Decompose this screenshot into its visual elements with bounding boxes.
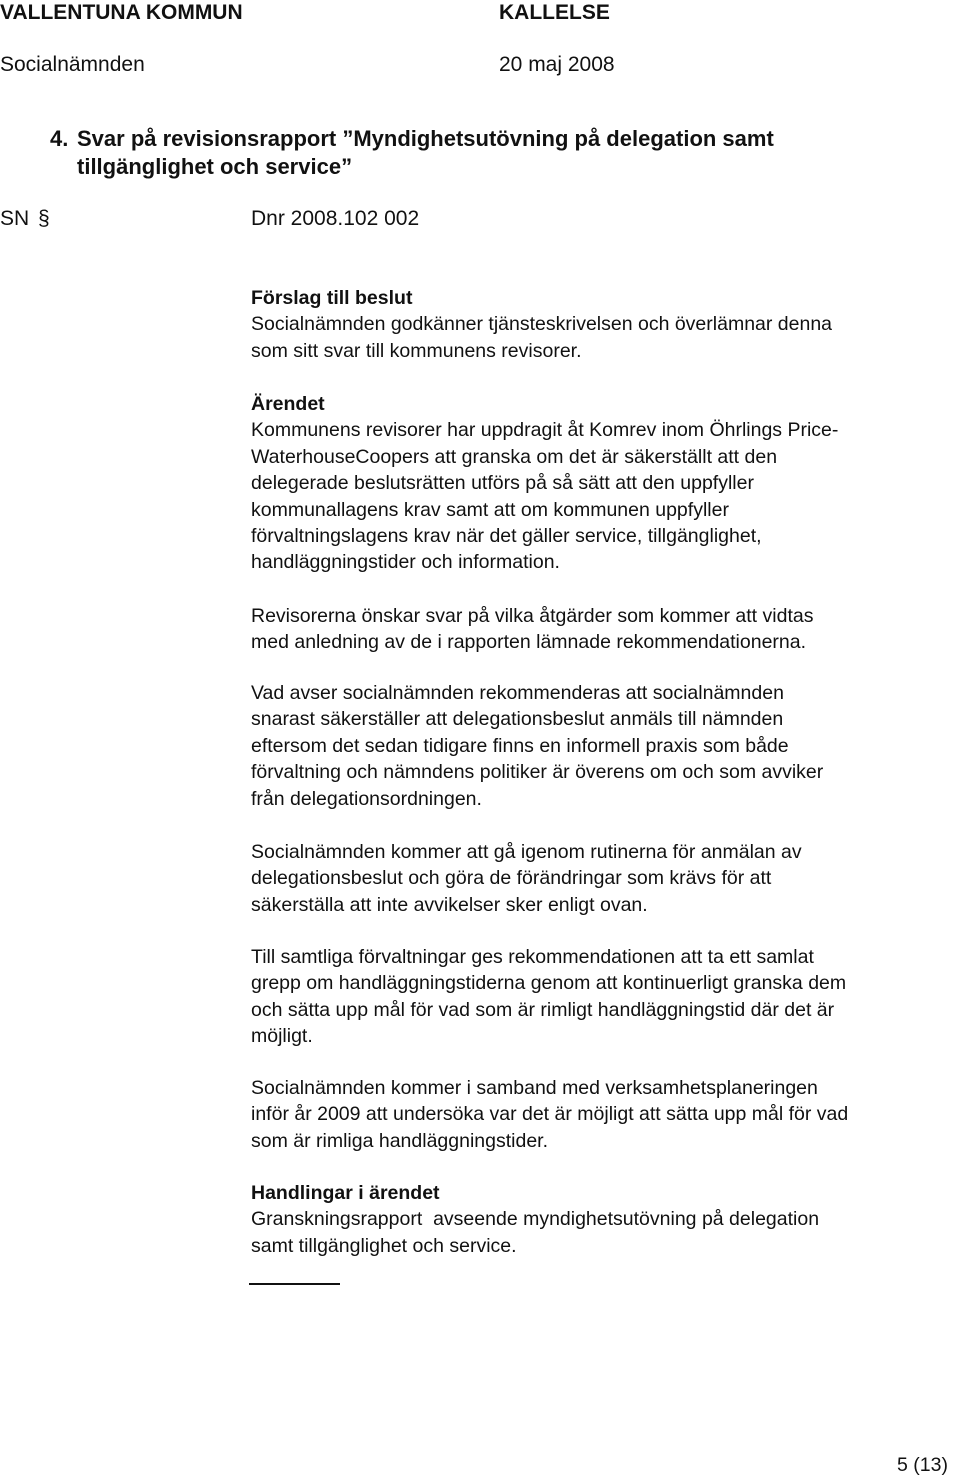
meeting-date: 20 maj 2008 — [499, 53, 615, 76]
matter-line: från delegationsordningen. — [251, 787, 482, 810]
matter-line: och sätta upp mål för vad som är rimligt handläggningstid där det är — [251, 998, 835, 1021]
matter-line: handläggningstider och information. — [251, 551, 560, 574]
documents-line: Granskningsrapport avseende myndighetsutövning på delegation — [251, 1208, 820, 1231]
unit-label: SN — [0, 207, 30, 230]
matter-line: förvaltning och nämndens politiker är överens om och som avviker — [251, 761, 824, 784]
matter-line: inför år 2009 att undersöka var det är möjligt att sätta upp mål för vad — [251, 1103, 849, 1126]
diary-number: Dnr 2008.102 002 — [251, 207, 420, 230]
document-type: KALLELSE — [499, 1, 610, 24]
matter-line: kommunallagens krav samt att om kommunen uppfyller — [251, 498, 729, 521]
proposal-line: Socialnämnden godkänner tjänsteskrivelsen och överlämnar denna — [251, 313, 833, 336]
matter-paragraph-3 — [251, 680, 951, 812]
matter-paragraph-5 — [251, 944, 951, 1050]
section-sign: § — [38, 207, 50, 230]
proposal-heading: Förslag till beslut — [251, 287, 413, 309]
committee-name: Socialnämnden — [0, 53, 145, 76]
matter-line: möjligt. — [251, 1025, 313, 1048]
matter-line: Socialnämnden kommer att gå igenom rutinerna för anmälan av — [251, 841, 802, 863]
documents-line: samt tillgänglighet och service. — [251, 1234, 517, 1257]
matter-line: grepp om handläggningstiderna genom att kontinuerligt granska dem — [251, 972, 847, 995]
matter-line: WaterhouseCoopers att granska om det är säkerställt att den — [251, 445, 778, 468]
matter-line: som är rimliga handläggningstider. — [251, 1129, 548, 1152]
organization-name: VALLENTUNA KOMMUN — [0, 1, 243, 24]
proposal-section — [251, 285, 951, 364]
matter-paragraph-6 — [251, 1075, 951, 1154]
matter-line: Kommunens revisorer har uppdragit åt Komrev inom Öhrlings Price- — [251, 419, 839, 442]
matter-line: Revisorerna önskar svar på vilka åtgärder som kommer att vidtas — [251, 605, 814, 627]
item-number: 4. — [50, 126, 69, 151]
matter-paragraph-2 — [251, 603, 951, 656]
page-number: 5 (13) — [897, 1454, 948, 1476]
matter-section — [251, 391, 951, 576]
matter-line: snarast säkerställer att delegationsbeslut anmäls till nämnden — [251, 708, 784, 731]
matter-line: förvaltningslagens krav när det gäller service, tillgänglighet, — [251, 525, 762, 548]
matter-line: säkerställa att inte avvikelser sker enligt ovan. — [251, 893, 648, 916]
matter-paragraph-4 — [251, 839, 951, 918]
documents-heading: Handlingar i ärendet — [251, 1182, 440, 1204]
matter-line: delegationsbeslut och göra de förändringar som krävs för att — [251, 867, 772, 890]
item-title-line-2: tillgänglighet och service” — [77, 154, 353, 179]
separator-line — [249, 1283, 340, 1285]
matter-line: delegerade beslutsrätten utförs på så sätt att den uppfyller — [251, 472, 754, 495]
matter-line: eftersom det sedan tidigare finns en informell praxis som både — [251, 734, 789, 757]
matter-line: med anledning av de i rapporten lämnade rekommendationerna. — [251, 631, 807, 654]
matter-line: Socialnämnden kommer i samband med verksamhetsplaneringen — [251, 1077, 818, 1099]
proposal-line: som sitt svar till kommunens revisorer. — [251, 339, 582, 362]
documents-section — [251, 1180, 951, 1259]
matter-heading: Ärendet — [251, 393, 325, 415]
item-title-line-1: Svar på revisionsrapport ”Myndighetsutövning på delegation samt — [77, 126, 774, 151]
matter-line: Till samtliga förvaltningar ges rekommendationen att ta ett samlat — [251, 946, 814, 968]
matter-line: Vad avser socialnämnden rekommenderas att socialnämnden — [251, 682, 784, 704]
